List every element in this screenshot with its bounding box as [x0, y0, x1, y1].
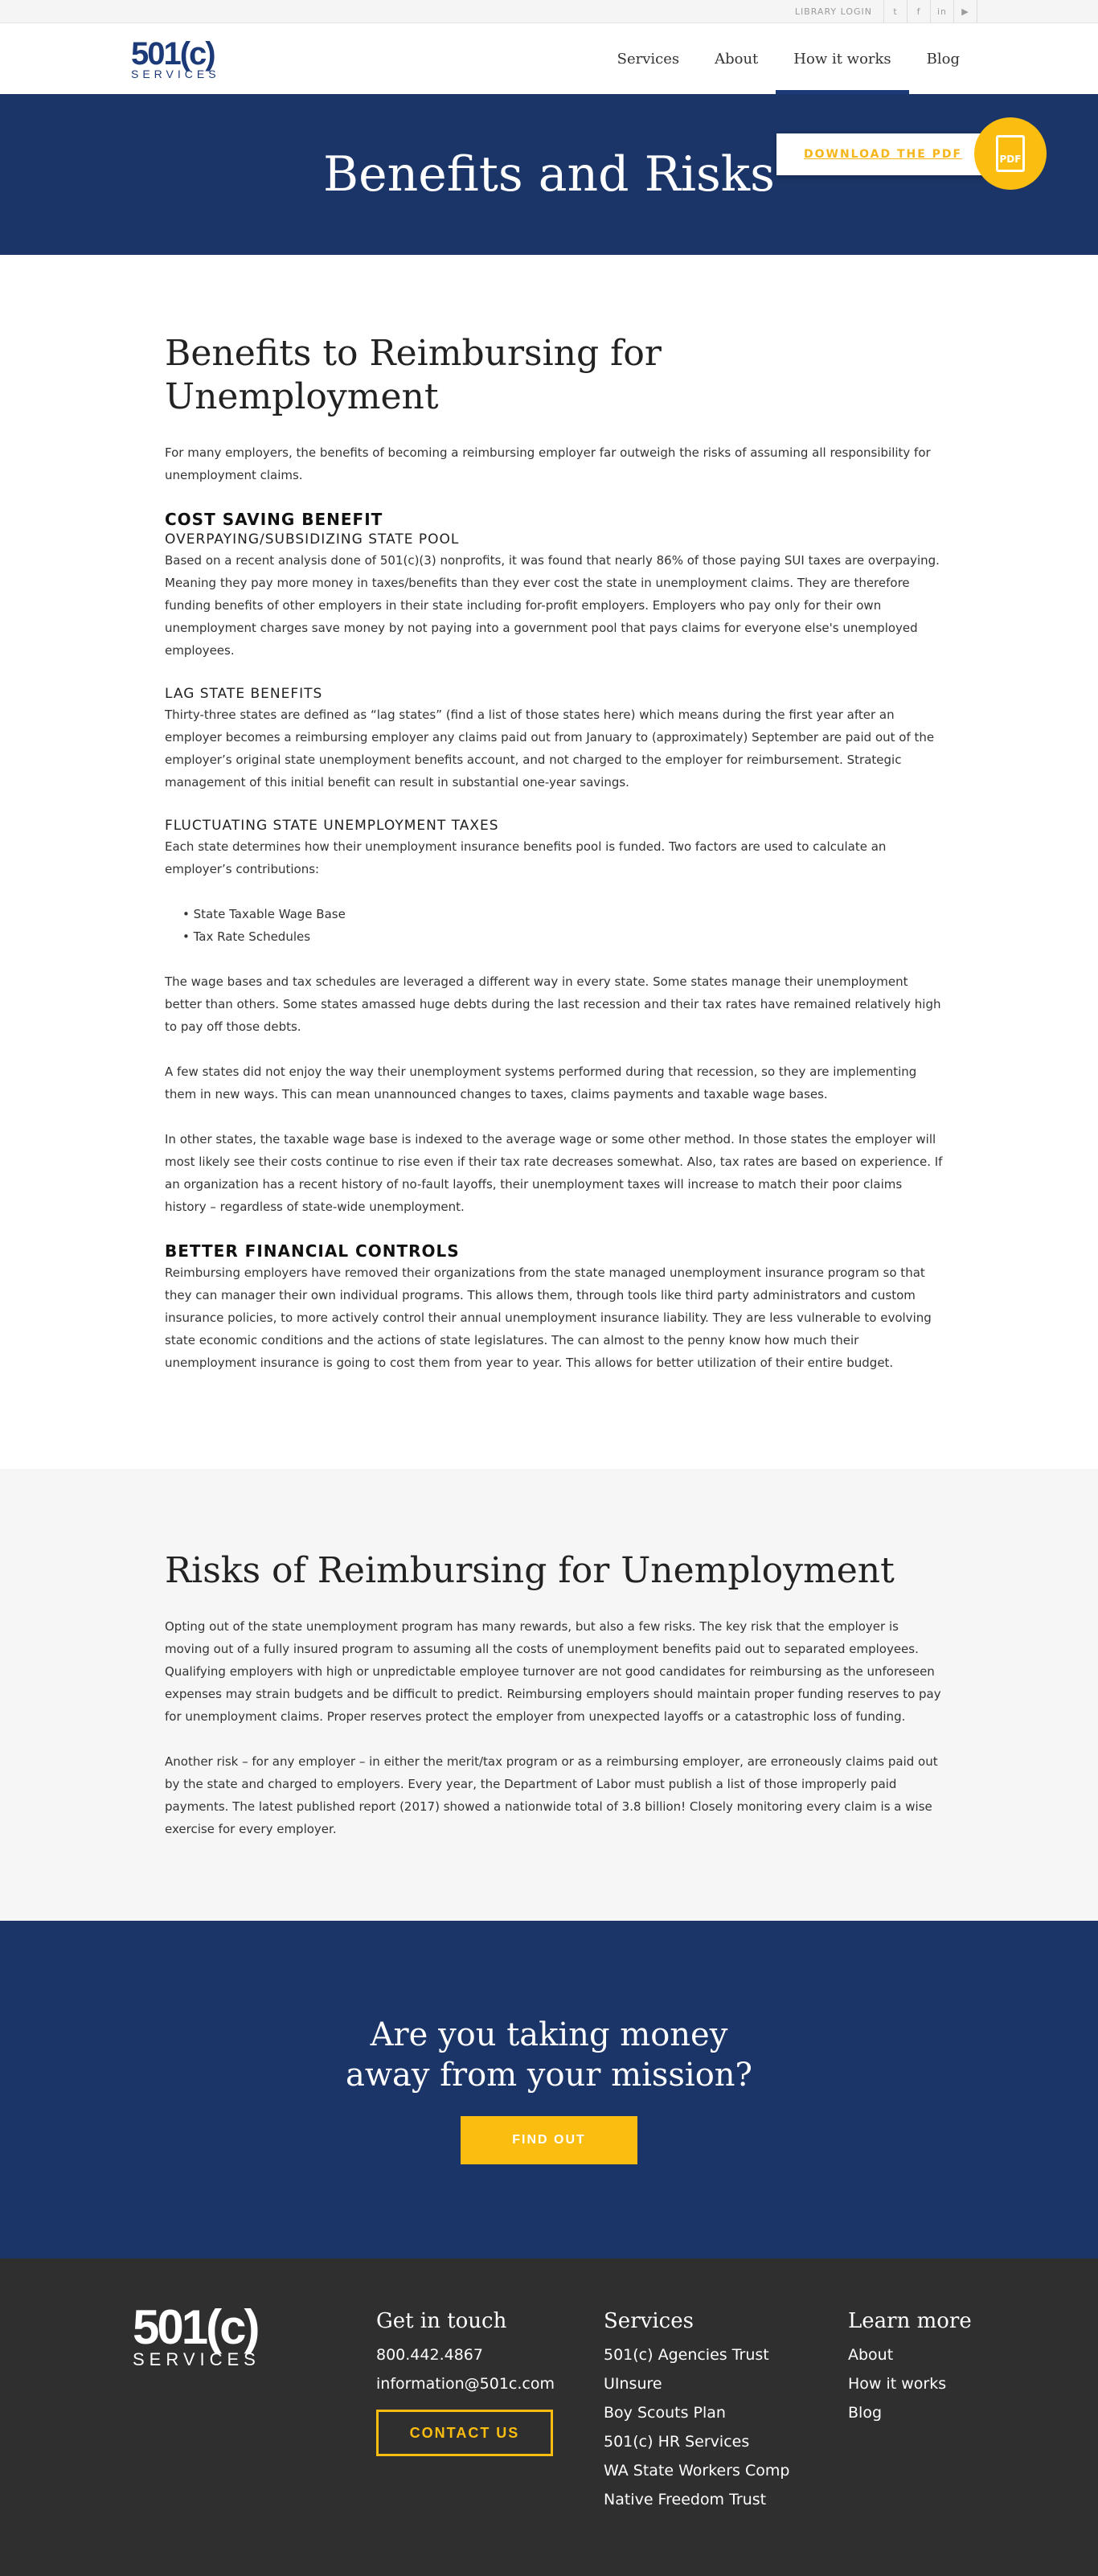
nav-item-about[interactable]: About	[715, 50, 759, 68]
download-pdf-link[interactable]: DOWNLOAD THE PDF	[804, 148, 963, 161]
footer-learn-link[interactable]: About	[848, 2346, 894, 2364]
financial-controls-heading: BETTER FINANCIAL CONTROLS	[165, 1241, 460, 1261]
cost-saving-heading: COST SAVING BENEFIT	[165, 510, 383, 529]
main-nav	[600, 23, 977, 94]
list-item: • Tax Rate Schedules	[182, 925, 944, 948]
contribution-factors-list	[182, 903, 944, 948]
risks-paragraph-2: Another risk – for any employer – in either the merit/tax program or as a reimbursing employer, are erroneously claims paid out by the state and charged to employers. Every year, the Department of Labor must publish a list of those improperly paid payments. The latest published report (2017) showed a nationwide total of 3.8 billion! Closely monitoring every claim is a wise exercise for every employer.	[165, 1754, 938, 1836]
footer-services-heading: Services	[604, 2309, 694, 2333]
footer-service-link[interactable]: Native Freedom Trust	[604, 2491, 767, 2508]
footer-logo[interactable]	[133, 2300, 260, 2369]
site-logo[interactable]	[131, 36, 220, 80]
wage-bases-text: The wage bases and tax schedules are leveraged a different way in every state. Some states manage their unemployment better than others. Some states amassed huge debts during the last recession and their tax rates have remained relatively high to pay off those debts.	[165, 974, 941, 1034]
footer-service-link[interactable]: WA State Workers Comp	[604, 2462, 790, 2480]
logo-mark: 501(c)	[131, 36, 215, 72]
footer-service-link[interactable]: Boy Scouts Plan	[604, 2404, 726, 2422]
utility-bar	[0, 0, 1098, 23]
overpaying-heading: OVERPAYING/SUBSIDIZING STATE POOL	[165, 531, 460, 548]
lag-state-text: Thirty-three states are defined as “lag states” (find a list of those states here) which means during the first year after an employer becomes a reimbursing employer any claims paid out from January to (approximately) September are paid out of the employer’s original state unemployment benefits account, and not charged to the employer for reimbursement. Strategic management of this initial benefit can result in substantial one-year savings.	[165, 708, 935, 790]
page-title: Benefits and Risks	[323, 146, 775, 203]
footer-logo-mark: 501(c)	[133, 2300, 258, 2354]
footer-service-link[interactable]: 501(c) Agencies Trust	[604, 2346, 769, 2364]
cta-heading	[346, 2015, 752, 2095]
nav-item-how-it-works[interactable]: How it works	[776, 23, 908, 94]
footer-email[interactable]: information@501c.com	[376, 2375, 555, 2393]
risks-paragraph: Opting out of the state unemployment program has many rewards, but also a few risks. The key risk that the employer is moving out of a fully insured program to assuming all the costs of unemployment benefits paid out to separated employees. Qualifying employers with high or unpredictable employee turnover are not good candidates for reimbursing as the unforeseen expenses may strain budgets and be difficult to predict. Reimbursing employers should maintain proper funding reserves to pay for unemployment claims. Proper reserves protect the employer from unexpected layoffs or a catastrophic loss of funding.	[165, 1619, 941, 1724]
footer-learn-link[interactable]: How it works	[848, 2375, 947, 2393]
overpaying-text: Based on a recent analysis done of 501(c)(3) nonprofits, it was found that nearly 86% of those paying SUI taxes are overpaying. Meaning they pay more money in taxes/benefits than they ever cost the state in unemployment claims. They are therefore funding benefits of other employers in their state including for-profit employers. Employers who pay only for their own unemployment charges save money by not paying into a government pool that pays claims for everyone else's unemployed employees.	[165, 553, 940, 658]
footer-learn-column	[848, 2308, 972, 2427]
footer-service-link[interactable]: 501(c) HR Services	[604, 2433, 750, 2451]
nav-item-services[interactable]: Services	[617, 50, 680, 68]
logo-wordmark: SERVICES	[131, 68, 220, 80]
cta-line-2: away from your mission?	[345, 2057, 753, 2094]
pdf-badge[interactable]	[974, 117, 1047, 190]
linkedin-icon[interactable]: in	[931, 0, 954, 23]
footer-contact-column	[376, 2308, 555, 2456]
pdf-badge-label: PDF	[999, 154, 1022, 165]
site-header	[0, 23, 1098, 94]
social-links	[883, 0, 977, 23]
risks-section	[0, 1469, 1098, 1921]
library-login-link[interactable]: LIBRARY LOGIN	[794, 6, 872, 17]
footer-service-link[interactable]: UInsure	[604, 2375, 662, 2393]
list-item: • State Taxable Wage Base	[182, 903, 944, 925]
cta-line-1: Are you taking money	[370, 2016, 728, 2053]
footer-phone[interactable]: 800.442.4867	[376, 2346, 483, 2364]
footer-logo-wordmark: SERVICES	[133, 2349, 260, 2369]
download-pdf-card[interactable]	[776, 133, 1002, 175]
site-footer	[0, 2258, 1098, 2576]
benefits-section	[0, 255, 1098, 1469]
lag-state-heading: LAG STATE BENEFITS	[165, 686, 323, 702]
benefits-intro: For many employers, the benefits of becoming a reimbursing employer far outweigh the risks of assuming all responsibility for unemployment claims.	[165, 445, 931, 482]
fluctuating-taxes-text: Each state determines how their unemployment insurance benefits pool is funded. Two factors are used to calculate an employer’s contributions:	[165, 839, 887, 876]
twitter-icon[interactable]: t	[884, 0, 907, 23]
footer-contact-heading: Get in touch	[376, 2309, 507, 2333]
pdf-file-icon	[996, 135, 1025, 172]
facebook-icon[interactable]: f	[907, 0, 931, 23]
fluctuating-taxes-heading: FLUCTUATING STATE UNEMPLOYMENT TAXES	[165, 818, 499, 834]
recession-text: A few states did not enjoy the way their unemployment systems performed during that recession, so they are implementing them in new ways. This can mean unannounced changes to taxes, claims payments and taxable wage bases.	[165, 1064, 917, 1101]
youtube-icon[interactable]: ▶	[954, 0, 977, 23]
find-out-button[interactable]: FIND OUT	[461, 2116, 637, 2164]
footer-services-column	[604, 2308, 789, 2514]
footer-learn-heading: Learn more	[848, 2309, 972, 2333]
cta-banner	[0, 1921, 1098, 2258]
benefits-title: Benefits to Reimbursing for Unemployment	[165, 333, 662, 417]
indexed-wage-text: In other states, the taxable wage base is indexed to the average wage or some other method. In those states the employer will most likely see their costs continue to rise even if their tax rate decreases somewhat. Also, tax rates are based on experience. If an organization has a recent history of no-fault layoffs, their unemployment taxes will increase to match their poor claims history – regardless of state-wide unemployment.	[165, 1132, 943, 1214]
risks-title: Risks of Reimbursing for Unemployment	[165, 1550, 895, 1591]
contact-us-button[interactable]: CONTACT US	[376, 2410, 553, 2456]
financial-controls-text: Reimbursing employers have removed their organizations from the state managed unemployment insurance program so that they can manager their own individual programs. This allows them, through tools like third party administrators and custom insurance policies, to more actively control their annual unemployment insurance liability. They are less vulnerable to evolving state economic conditions and the actions of state legislatures. The can almost to the penny know how much their unemployment insurance is going to cost them from year to year. This allows for better utilization of their entire budget.	[165, 1265, 932, 1370]
nav-item-blog[interactable]: Blog	[926, 50, 960, 68]
footer-learn-link[interactable]: Blog	[848, 2404, 882, 2422]
